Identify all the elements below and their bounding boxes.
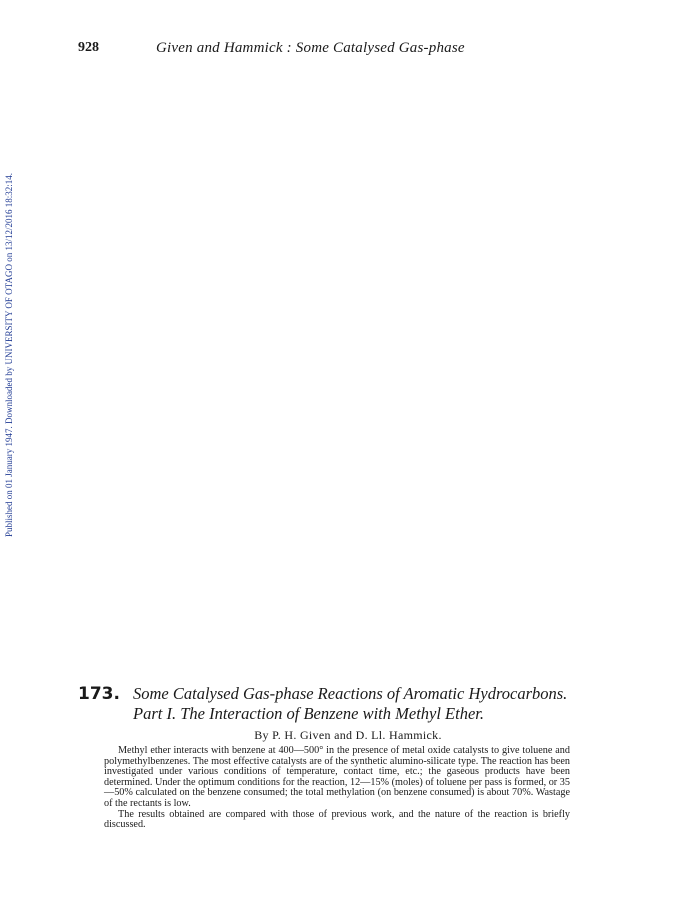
page-number: 928 [78, 40, 99, 55]
running-title: Given and Hammick : Some Catalysed Gas-phase [156, 40, 465, 56]
article-title-line-2: Part I. The Interaction of Benzene with Methyl Ether. [133, 704, 485, 723]
article-title-line-1: Some Catalysed Gas-phase Reactions of Aromatic Hydrocarbons. [133, 684, 568, 703]
abstract-paragraph-2: The results obtained are compared with those of previous work, and the nature of the reaction is briefly discussed. [104, 808, 570, 831]
running-head [78, 40, 638, 60]
author-byline: By P. H. Given and D. Ll. Hammick. [254, 728, 442, 742]
abstract-paragraph-1: Methyl ether interacts with benzene at 400—500° in the presence of metal oxide catalysts to give toluene and polymethylbenzenes. The most effective catalysts are of the synthetic alumino-silicate type. The reaction has been investigated under various conditions of temperature, contact time, etc.; the gaseous products have been determined. Under the optimum conditions for the reaction, 12—15% (moles) of toluene per pass is formed, or 35—50% calculated on the benzene consumed; the total methylation (on benzene consumed) is about 70%. Wastage of the rectants is low. [104, 745, 570, 809]
publication-watermark [2, 130, 16, 580]
publication-watermark-text: Published on 01 January 1947. Downloaded by UNIVERSITY OF OTAGO on 13/12/2016 18:32:14. [4, 173, 14, 537]
article-number: 173. [78, 684, 120, 704]
abstract [104, 746, 570, 831]
